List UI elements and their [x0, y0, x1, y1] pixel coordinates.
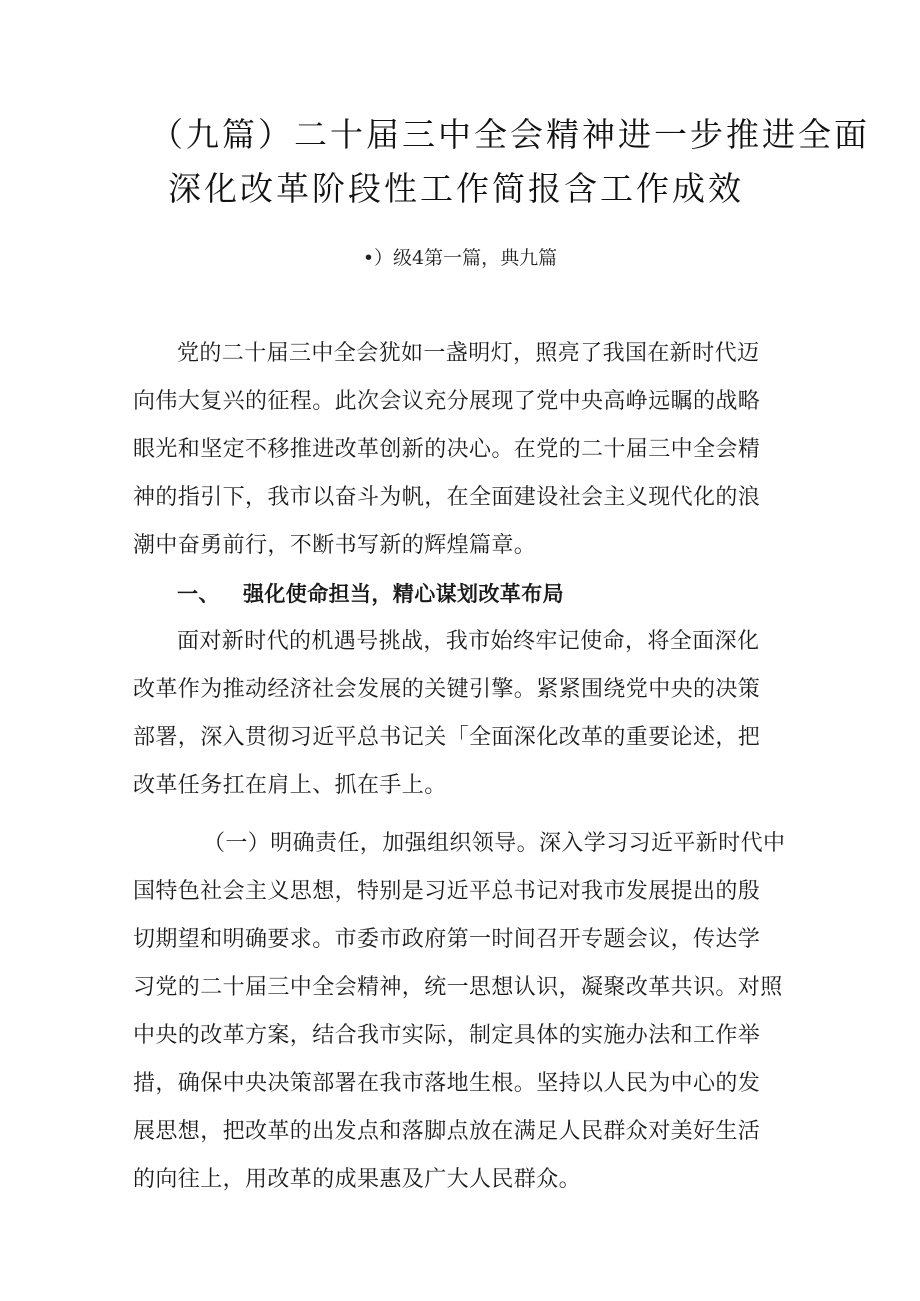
intro-paragraph	[133, 330, 793, 570]
intro-line: 党的二十届三中全会犹如一盏明灯，照亮了我国在新时代迈	[177, 341, 760, 366]
title-line-1: （九篇）二十届三中全会精神进一步推进全面	[150, 115, 870, 154]
intro-line: 潮中奋勇前行，不断书写新的辉煌篇章。	[133, 533, 537, 558]
subsection-line: 习党的二十届三中全会精神，统一思想认识，凝聚改革共识。对照	[133, 975, 783, 1000]
section-number: 一、	[177, 582, 220, 606]
section-heading	[133, 570, 793, 618]
document-subtitle: •）级4第一篇，典九篇	[362, 247, 558, 269]
section-line: 改革任务扛在肩上、抓在手上。	[133, 773, 447, 798]
subsection-line: 措，确保中央决策部署在我市落地生根。坚持以人民为中心的发	[133, 1071, 761, 1096]
subsection-line: 展思想，把改革的出发点和落脚点放在满足人民群众对美好生活	[133, 1119, 761, 1144]
section-line: 改革作为推动经济社会发展的关键引擎。紧紧围绕党中央的决策	[133, 677, 761, 702]
subsection-line: 中央的改革方案，结合我市实际，制定具体的实施办法和工作举	[133, 1023, 761, 1048]
title-line-2: 深化改革阶段性工作简报含工作成效	[168, 169, 744, 208]
section-title: 强化使命担当，精心谋划改革布局	[243, 582, 564, 606]
intro-line: 向伟大复兴的征程。此次会议充分展现了党中央高峥远瞩的战略	[133, 389, 761, 414]
subsection-paragraph	[133, 820, 793, 1204]
intro-line: 神的指引下，我市以奋斗为帆，在全面建设社会主义现代化的浪	[133, 485, 761, 510]
section-line: 面对新时代的机遇号挑战，我市始终牢记使命，将全面深化	[177, 629, 760, 654]
subsection-line: （一）明确责任，加强组织领导。深入学习习近平新时代中	[203, 831, 786, 856]
intro-line: 眼光和坚定不移推进改革创新的决心。在党的二十届三中全会精	[133, 437, 761, 462]
subsection-line: 切期望和明确要求。市委市政府第一时间召开专题会议，传达学	[133, 927, 761, 952]
document-body	[133, 330, 793, 1204]
subsection-line: 的向往上，用改革的成果惠及广大人民群众。	[133, 1167, 582, 1192]
section-paragraph	[133, 618, 793, 810]
subsection-line: 国特色社会主义思想，特别是习近平总书记对我市发展提出的殷	[133, 879, 761, 904]
document-title	[150, 108, 870, 216]
section-line: 部署，深入贯彻习近平总书记关「全面深化改革的重要论述，把	[133, 725, 761, 750]
